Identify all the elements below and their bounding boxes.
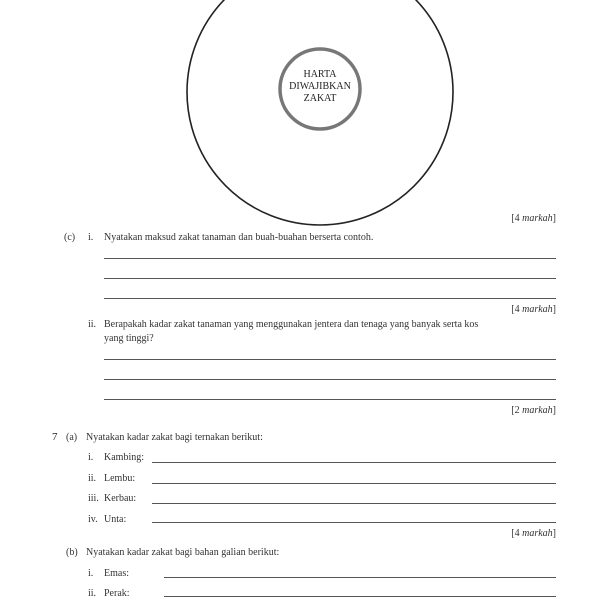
- answer-line[interactable]: [104, 379, 556, 380]
- q7-number: 7: [52, 431, 58, 443]
- q6c-ii-text-2: yang tinggi?: [104, 333, 154, 344]
- diagram-center-line3: ZAKAT: [303, 93, 337, 104]
- diagram-center-line2: DIWAJIBKAN: [289, 81, 351, 92]
- q7a-item-num: iii.: [88, 493, 99, 504]
- marks-q6c-ii: [2 markah]: [511, 405, 556, 416]
- q7b-item-num: ii.: [88, 588, 97, 599]
- answer-line[interactable]: [152, 483, 556, 484]
- answer-line[interactable]: [164, 577, 556, 578]
- answer-line[interactable]: [164, 596, 556, 597]
- q7a-item-label: Kambing:: [104, 452, 144, 463]
- marks-q6c-i: [4 markah]: [511, 304, 556, 315]
- q7b-item-label: Perak:: [104, 588, 130, 599]
- q7a-item-num: iv.: [88, 514, 98, 525]
- answer-line[interactable]: [152, 462, 556, 463]
- q7a-item-num: i.: [88, 452, 94, 463]
- q7a-text: Nyatakan kadar zakat bagi ternakan berikut:: [86, 432, 263, 443]
- q6c-ii-label: ii.: [88, 319, 97, 330]
- q7a-item-label: Kerbau:: [104, 493, 137, 504]
- q6c-i-text: Nyatakan maksud zakat tanaman dan buah-buahan berserta contoh.: [104, 232, 374, 243]
- zakat-diagram: [0, 0, 600, 230]
- q6c-label: (c): [64, 232, 76, 243]
- answer-line[interactable]: [104, 258, 556, 259]
- q7a-item-num: ii.: [88, 473, 97, 484]
- q6c-i-label: i.: [88, 232, 94, 243]
- answer-line[interactable]: [104, 359, 556, 360]
- answer-line[interactable]: [104, 278, 556, 279]
- answer-line[interactable]: [104, 399, 556, 400]
- marks-q6b: [4 markah]: [511, 213, 556, 224]
- q7a-item-label: Unta:: [104, 514, 127, 525]
- answer-line[interactable]: [152, 522, 556, 523]
- q6c-ii-text-1: Berapakah kadar zakat tanaman yang menggunakan jentera dan tenaga yang banyak serta kos: [104, 319, 479, 330]
- q7b-item-num: i.: [88, 568, 94, 579]
- answer-line[interactable]: [104, 298, 556, 299]
- q7a-item-label: Lembu:: [104, 473, 136, 484]
- marks-q7a: [4 markah]: [511, 528, 556, 539]
- q7b-item-label: Emas:: [104, 568, 129, 579]
- diagram-center-line1: HARTA: [303, 69, 337, 80]
- q7b-label: (b): [66, 547, 78, 558]
- q7a-label: (a): [66, 432, 78, 443]
- q7b-text: Nyatakan kadar zakat bagi bahan galian berikut:: [86, 547, 280, 558]
- answer-line[interactable]: [152, 503, 556, 504]
